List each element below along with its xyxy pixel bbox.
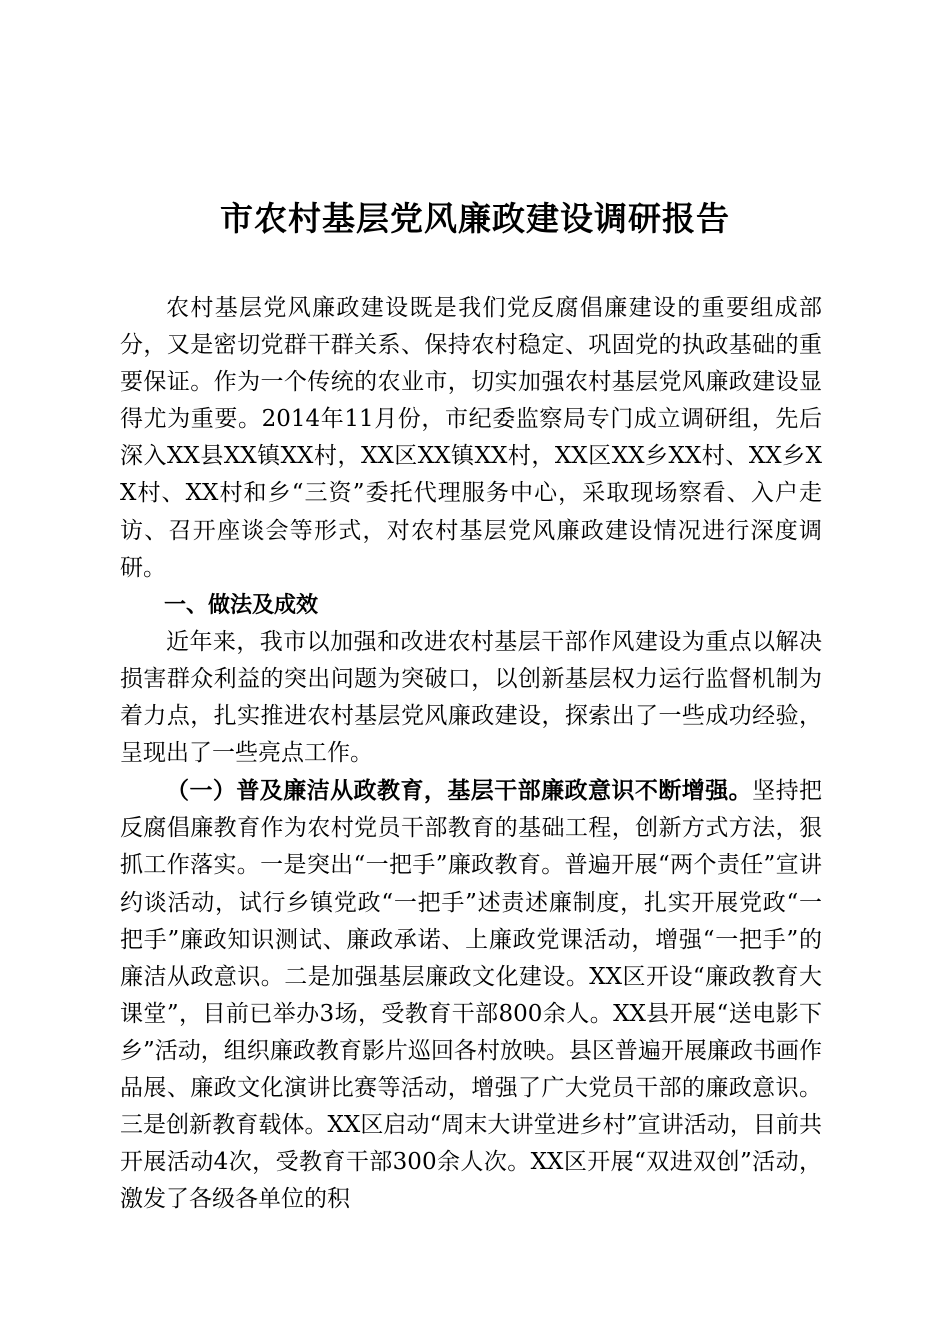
subsection-heading: （一）普及廉洁从政教育，基层干部廉政意识不断增强。 <box>166 777 753 805</box>
subsection-body: 坚持把反腐倡廉教育作为农村党员干部教育的基础工程，创新方式方法，狠抓工作落实。一是突出“一把手”廉政教育。普遍开展“两个责任”宣讲约谈活动，试行乡镇党政“一把手”述责述廉制度，扎实开展党政“一把手”廉政知识测试、廉政承诺、上廉政党课活动，增强“一把手”的廉洁从政意识。二是加强基层廉政文化建设。XX区开设“廉政教育大课堂”，目前已举办3场，受教育干部800余人。XX县开展“送电影下乡”活动，组织廉政教育影片巡回各村放映。县区普遍开展廉政书画作品展、廉政文化演讲比赛等活动，增强了广大党员干部的廉政意识。三是创新教育载体。XX区启动“周末大讲堂进乡村”宣讲活动，目前共开展活动4次，受教育干部300余人次。XX区开展“双进双创”活动，激发了各级各单位的积 <box>120 778 823 1213</box>
intro-paragraph: 农村基层党风廉政建设既是我们党反腐倡廉建设的重要组成部分，又是密切党群干群关系、保持农村稳定、巩固党的执政基础的重要保证。作为一个传统的农业市，切实加强农村基层党风廉政建设显得尤为重要。2014年11月份，市纪委监察局专门成立调研组，先后深入XX县XX镇XX村，XX区XX镇XX村，XX区XX乡XX村、XX乡XX村、XX村和乡“三资”委托代理服务中心，采取现场察看、入户走访、召开座谈会等形式，对农村基层党风廉政建设情况进行深度调研。 <box>120 295 822 581</box>
subsection-paragraph <box>120 772 822 1218</box>
document-title: 市农村基层党风廉政建设调研报告 <box>220 199 730 238</box>
document-body <box>120 290 822 1218</box>
section-heading-practices: 一、做法及成效 <box>164 592 319 618</box>
section-intro-paragraph: 近年来，我市以加强和改进农村基层干部作风建设为重点以解决损害群众利益的突出问题为突破口，以创新基层权力运行监督机制为着力点，扎实推进农村基层党风廉政建设，探索出了一些成功经验，呈现出了一些亮点工作。 <box>120 628 822 767</box>
